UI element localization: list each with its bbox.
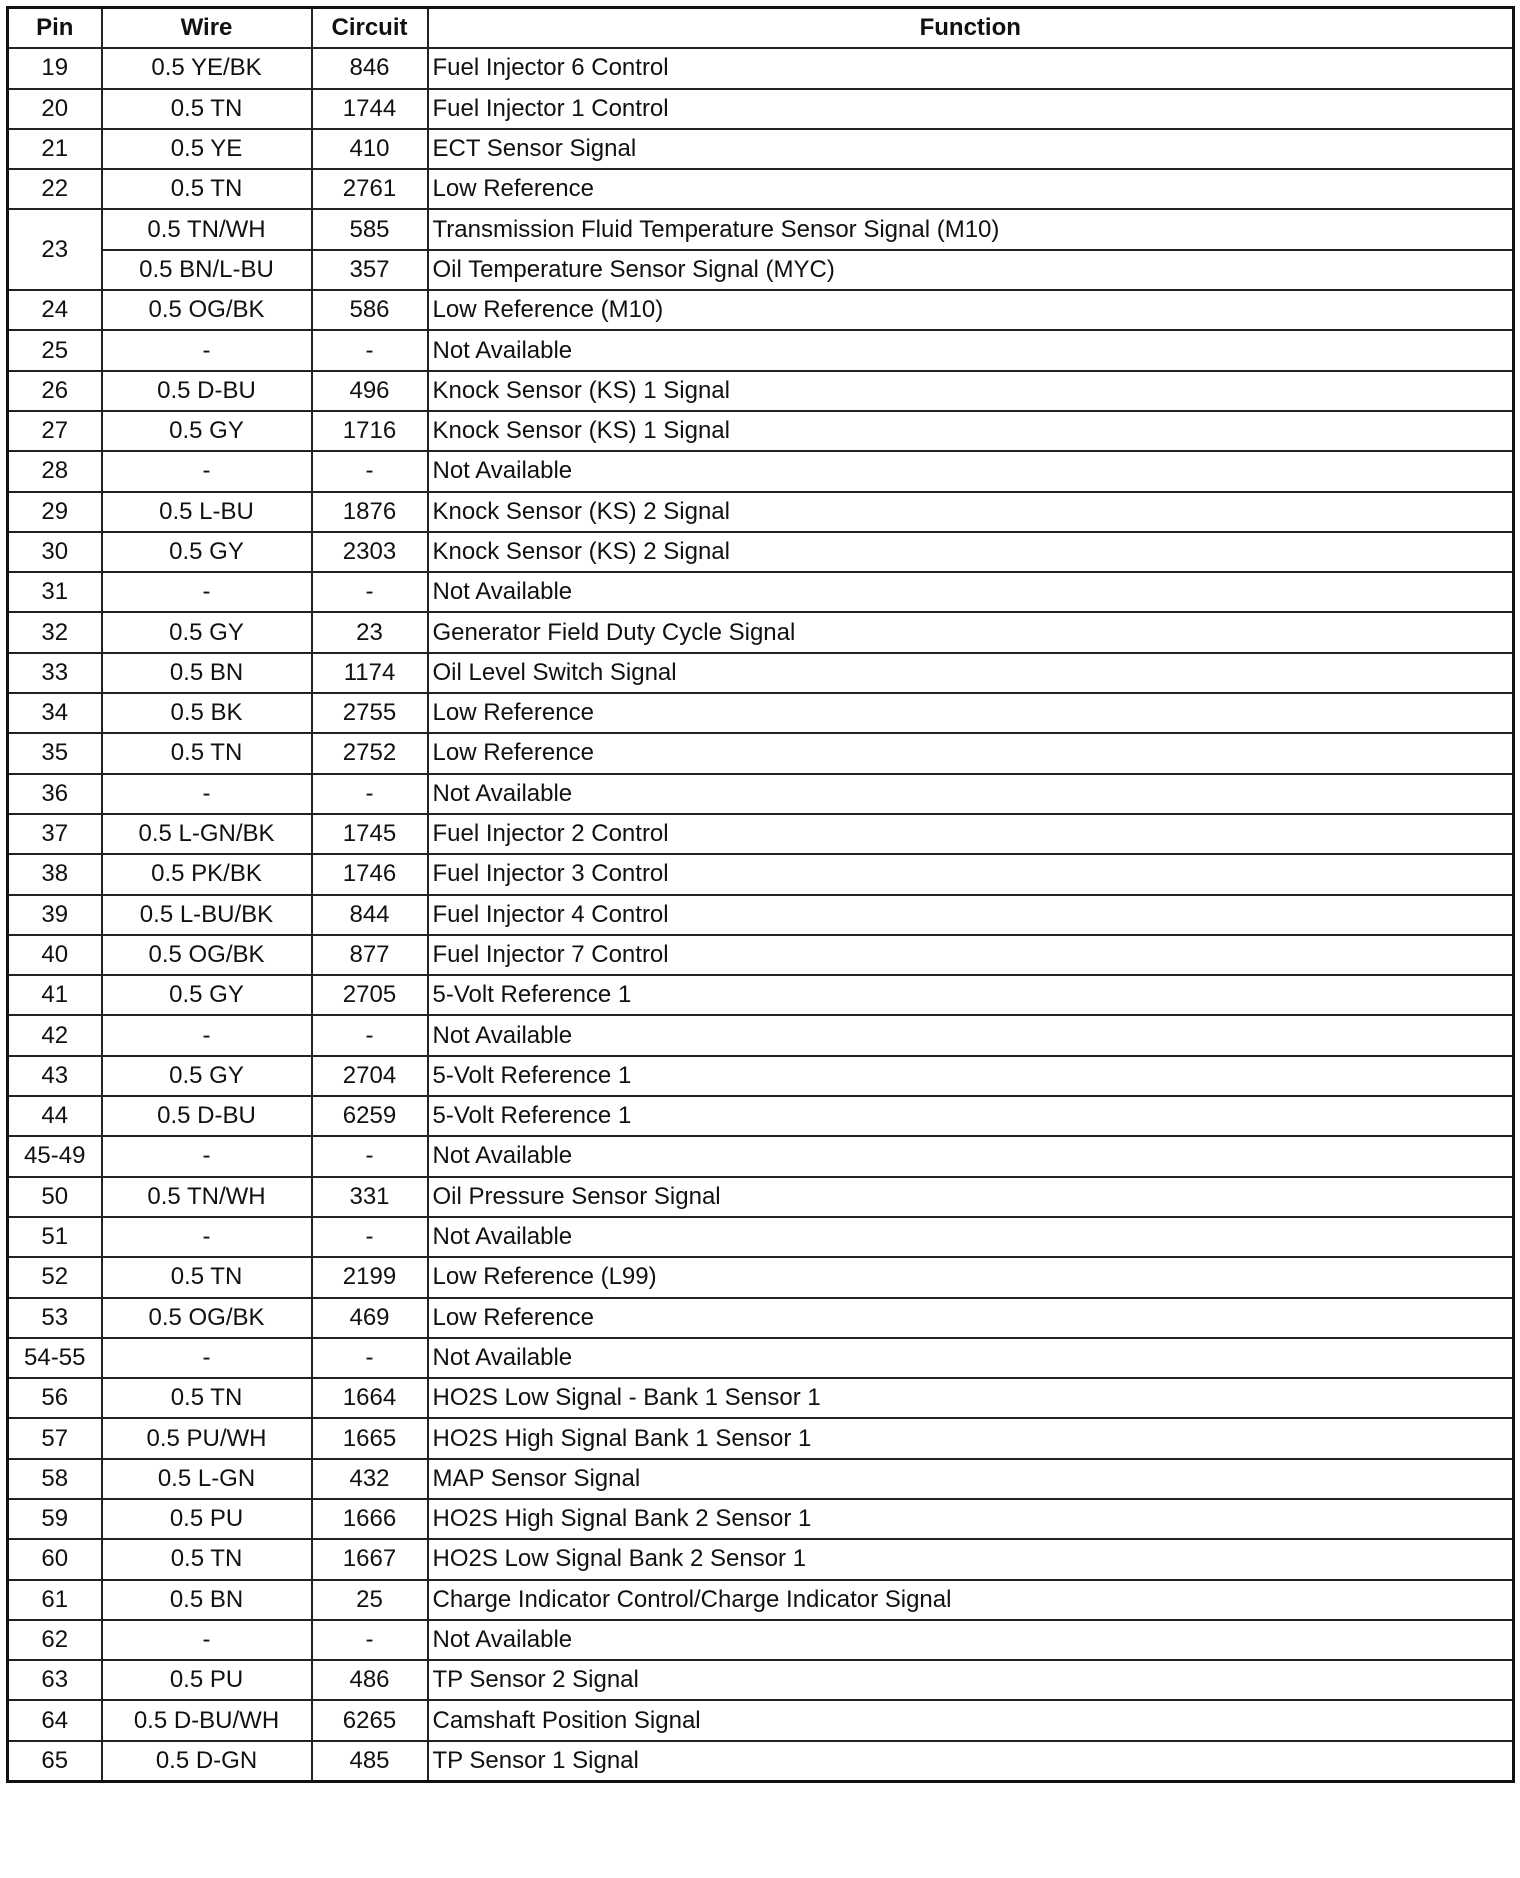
circuit-cell: 844 (312, 895, 428, 935)
wire-cell: 0.5 GY (102, 975, 312, 1015)
wire-cell: 0.5 PU/WH (102, 1418, 312, 1458)
wire-cell: 0.5 TN (102, 1539, 312, 1579)
table-row (8, 371, 1514, 411)
function-cell: Not Available (428, 1620, 1514, 1660)
circuit-cell: 2199 (312, 1257, 428, 1297)
circuit-cell: 1667 (312, 1539, 428, 1579)
wire-cell: 0.5 PK/BK (102, 854, 312, 894)
table-row (8, 1378, 1514, 1418)
table-row (8, 89, 1514, 129)
table-row (8, 612, 1514, 652)
table-row (8, 935, 1514, 975)
circuit-cell: 432 (312, 1459, 428, 1499)
pin-cell: 27 (8, 411, 102, 451)
table-row (8, 1459, 1514, 1499)
circuit-cell: 496 (312, 371, 428, 411)
wire-cell: 0.5 BN (102, 653, 312, 693)
header-row (8, 8, 1514, 49)
function-cell: Fuel Injector 6 Control (428, 48, 1514, 88)
pin-column-header: Pin (8, 8, 102, 49)
wire-cell: 0.5 TN (102, 169, 312, 209)
table-row (8, 1418, 1514, 1458)
wire-cell: 0.5 D-BU (102, 1096, 312, 1136)
function-cell: Not Available (428, 451, 1514, 491)
circuit-cell: - (312, 1620, 428, 1660)
pin-cell: 20 (8, 89, 102, 129)
pin-cell: 38 (8, 854, 102, 894)
pin-cell: 26 (8, 371, 102, 411)
pin-cell: 32 (8, 612, 102, 652)
table-row (8, 411, 1514, 451)
wire-cell: 0.5 L-GN/BK (102, 814, 312, 854)
pin-cell: 35 (8, 733, 102, 773)
circuit-cell: 2704 (312, 1056, 428, 1096)
pin-cell: 19 (8, 48, 102, 88)
pin-cell: 58 (8, 1459, 102, 1499)
wire-cell: - (102, 572, 312, 612)
wire-cell: - (102, 330, 312, 370)
table-row (8, 1338, 1514, 1378)
wire-cell: 0.5 GY (102, 612, 312, 652)
circuit-cell: 1744 (312, 89, 428, 129)
function-cell: Not Available (428, 1136, 1514, 1176)
circuit-cell: 25 (312, 1580, 428, 1620)
wire-cell: - (102, 774, 312, 814)
function-cell: Oil Temperature Sensor Signal (MYC) (428, 250, 1514, 290)
function-cell: TP Sensor 2 Signal (428, 1660, 1514, 1700)
circuit-cell: - (312, 1217, 428, 1257)
table-row (8, 1257, 1514, 1297)
function-cell: Low Reference (428, 693, 1514, 733)
circuit-cell: 2303 (312, 532, 428, 572)
table-row (8, 1700, 1514, 1740)
table-row (8, 693, 1514, 733)
function-cell: HO2S High Signal Bank 1 Sensor 1 (428, 1418, 1514, 1458)
pin-cell: 42 (8, 1015, 102, 1055)
function-cell: Knock Sensor (KS) 1 Signal (428, 411, 1514, 451)
function-cell: HO2S High Signal Bank 2 Sensor 1 (428, 1499, 1514, 1539)
table-row (8, 48, 1514, 88)
function-cell: MAP Sensor Signal (428, 1459, 1514, 1499)
table-row (8, 1136, 1514, 1176)
circuit-cell: 1174 (312, 653, 428, 693)
wire-cell: 0.5 YE (102, 129, 312, 169)
pin-cell: 31 (8, 572, 102, 612)
table-row (8, 1096, 1514, 1136)
wire-cell: 0.5 L-BU (102, 492, 312, 532)
function-cell: Not Available (428, 1217, 1514, 1257)
circuit-cell: 2755 (312, 693, 428, 733)
function-cell: Not Available (428, 1338, 1514, 1378)
wire-cell: 0.5 TN/WH (102, 209, 312, 249)
function-cell: Low Reference (428, 733, 1514, 773)
wire-cell: 0.5 OG/BK (102, 290, 312, 330)
wire-cell: 0.5 TN/WH (102, 1177, 312, 1217)
wire-cell: 0.5 D-BU/WH (102, 1700, 312, 1740)
wire-cell: 0.5 TN (102, 733, 312, 773)
circuit-column-header: Circuit (312, 8, 428, 49)
wire-cell: 0.5 GY (102, 1056, 312, 1096)
pin-cell: 37 (8, 814, 102, 854)
circuit-cell: 485 (312, 1741, 428, 1782)
wire-cell: - (102, 451, 312, 491)
circuit-cell: 586 (312, 290, 428, 330)
pin-cell: 23 (8, 209, 102, 290)
circuit-cell: 2705 (312, 975, 428, 1015)
circuit-cell: 1876 (312, 492, 428, 532)
pin-cell: 24 (8, 290, 102, 330)
table-row (8, 1620, 1514, 1660)
pin-cell: 54-55 (8, 1338, 102, 1378)
table-row (8, 492, 1514, 532)
wire-cell: 0.5 TN (102, 89, 312, 129)
function-cell: Not Available (428, 774, 1514, 814)
circuit-cell: 2752 (312, 733, 428, 773)
pin-cell: 57 (8, 1418, 102, 1458)
pin-cell: 62 (8, 1620, 102, 1660)
wire-cell: - (102, 1338, 312, 1378)
circuit-cell: 357 (312, 250, 428, 290)
pin-cell: 63 (8, 1660, 102, 1700)
table-row (8, 1217, 1514, 1257)
circuit-cell: 469 (312, 1298, 428, 1338)
pin-cell: 29 (8, 492, 102, 532)
function-cell: Fuel Injector 1 Control (428, 89, 1514, 129)
table-header (8, 8, 1514, 49)
circuit-cell: - (312, 572, 428, 612)
function-cell: Camshaft Position Signal (428, 1700, 1514, 1740)
wire-cell: 0.5 TN (102, 1257, 312, 1297)
function-cell: Not Available (428, 1015, 1514, 1055)
table-row (8, 451, 1514, 491)
pin-cell: 33 (8, 653, 102, 693)
circuit-cell: 2761 (312, 169, 428, 209)
function-cell: Low Reference (M10) (428, 290, 1514, 330)
table-row (8, 532, 1514, 572)
wire-column-header: Wire (102, 8, 312, 49)
circuit-cell: 6259 (312, 1096, 428, 1136)
table-row (8, 1015, 1514, 1055)
function-cell: 5-Volt Reference 1 (428, 975, 1514, 1015)
table-row (8, 653, 1514, 693)
table-row (8, 1741, 1514, 1782)
pin-cell: 64 (8, 1700, 102, 1740)
table-row (8, 1660, 1514, 1700)
function-cell: Fuel Injector 7 Control (428, 935, 1514, 975)
connector-pinout-table (6, 6, 1515, 1783)
wire-cell: 0.5 BK (102, 693, 312, 733)
circuit-cell: 1666 (312, 1499, 428, 1539)
function-cell: Fuel Injector 2 Control (428, 814, 1514, 854)
wire-cell: 0.5 GY (102, 411, 312, 451)
circuit-cell: 6265 (312, 1700, 428, 1740)
circuit-cell: 846 (312, 48, 428, 88)
table-row (8, 895, 1514, 935)
circuit-cell: - (312, 1015, 428, 1055)
circuit-cell: 1665 (312, 1418, 428, 1458)
pin-cell: 36 (8, 774, 102, 814)
wire-cell: 0.5 YE/BK (102, 48, 312, 88)
pin-cell: 56 (8, 1378, 102, 1418)
circuit-cell: - (312, 774, 428, 814)
circuit-cell: 410 (312, 129, 428, 169)
function-cell: Low Reference (428, 1298, 1514, 1338)
circuit-cell: 1664 (312, 1378, 428, 1418)
table-row (8, 1177, 1514, 1217)
table-row (8, 129, 1514, 169)
function-cell: Fuel Injector 3 Control (428, 854, 1514, 894)
circuit-cell: - (312, 1338, 428, 1378)
circuit-cell: - (312, 330, 428, 370)
circuit-cell: 1716 (312, 411, 428, 451)
pin-cell: 52 (8, 1257, 102, 1297)
wire-cell: 0.5 L-GN (102, 1459, 312, 1499)
table-row (8, 854, 1514, 894)
wire-cell: - (102, 1620, 312, 1660)
function-cell: Transmission Fluid Temperature Sensor Signal (M10) (428, 209, 1514, 249)
pin-cell: 53 (8, 1298, 102, 1338)
function-cell: Oil Pressure Sensor Signal (428, 1177, 1514, 1217)
table-row (8, 169, 1514, 209)
function-cell: Knock Sensor (KS) 2 Signal (428, 492, 1514, 532)
table-row (8, 733, 1514, 773)
function-cell: 5-Volt Reference 1 (428, 1056, 1514, 1096)
wire-cell: 0.5 OG/BK (102, 935, 312, 975)
wire-cell: 0.5 D-GN (102, 1741, 312, 1782)
pin-cell: 21 (8, 129, 102, 169)
circuit-cell: 23 (312, 612, 428, 652)
function-cell: ECT Sensor Signal (428, 129, 1514, 169)
function-cell: Knock Sensor (KS) 1 Signal (428, 371, 1514, 411)
circuit-cell: 331 (312, 1177, 428, 1217)
wire-cell: 0.5 OG/BK (102, 1298, 312, 1338)
function-cell: HO2S Low Signal Bank 2 Sensor 1 (428, 1539, 1514, 1579)
function-cell: 5-Volt Reference 1 (428, 1096, 1514, 1136)
table-body (8, 48, 1514, 1781)
pin-cell: 22 (8, 169, 102, 209)
wire-cell: 0.5 BN/L-BU (102, 250, 312, 290)
function-cell: Not Available (428, 330, 1514, 370)
table-row (8, 290, 1514, 330)
table-row (8, 1580, 1514, 1620)
pin-cell: 41 (8, 975, 102, 1015)
pin-cell: 34 (8, 693, 102, 733)
function-cell: Generator Field Duty Cycle Signal (428, 612, 1514, 652)
function-cell: Low Reference (L99) (428, 1257, 1514, 1297)
function-cell: Not Available (428, 572, 1514, 612)
circuit-cell: 1745 (312, 814, 428, 854)
pin-cell: 51 (8, 1217, 102, 1257)
wire-cell: 0.5 PU (102, 1660, 312, 1700)
pin-cell: 60 (8, 1539, 102, 1579)
function-cell: Low Reference (428, 169, 1514, 209)
pin-cell: 50 (8, 1177, 102, 1217)
pin-cell: 59 (8, 1499, 102, 1539)
function-cell: Oil Level Switch Signal (428, 653, 1514, 693)
wire-cell: - (102, 1136, 312, 1176)
function-cell: HO2S Low Signal - Bank 1 Sensor 1 (428, 1378, 1514, 1418)
circuit-cell: - (312, 1136, 428, 1176)
pin-cell: 28 (8, 451, 102, 491)
circuit-cell: 585 (312, 209, 428, 249)
wire-cell: 0.5 BN (102, 1580, 312, 1620)
pin-cell: 39 (8, 895, 102, 935)
pin-cell: 44 (8, 1096, 102, 1136)
function-cell: Fuel Injector 4 Control (428, 895, 1514, 935)
table-row (8, 814, 1514, 854)
wire-cell: 0.5 L-BU/BK (102, 895, 312, 935)
wire-cell: 0.5 D-BU (102, 371, 312, 411)
table-row (8, 1499, 1514, 1539)
table-row (8, 209, 1514, 249)
circuit-cell: 1746 (312, 854, 428, 894)
circuit-cell: - (312, 451, 428, 491)
pin-cell: 40 (8, 935, 102, 975)
pin-cell: 25 (8, 330, 102, 370)
pin-cell: 30 (8, 532, 102, 572)
function-cell: Charge Indicator Control/Charge Indicator Signal (428, 1580, 1514, 1620)
table-row (8, 1539, 1514, 1579)
wire-cell: - (102, 1217, 312, 1257)
pin-cell: 45-49 (8, 1136, 102, 1176)
pin-cell: 43 (8, 1056, 102, 1096)
table-row (8, 975, 1514, 1015)
table-row (8, 330, 1514, 370)
wire-cell: 0.5 TN (102, 1378, 312, 1418)
pin-cell: 61 (8, 1580, 102, 1620)
wire-cell: 0.5 PU (102, 1499, 312, 1539)
circuit-cell: 486 (312, 1660, 428, 1700)
table-row (8, 250, 1514, 290)
function-column-header: Function (428, 8, 1514, 49)
circuit-cell: 877 (312, 935, 428, 975)
pin-cell: 65 (8, 1741, 102, 1782)
wire-cell: - (102, 1015, 312, 1055)
table-row (8, 572, 1514, 612)
function-cell: TP Sensor 1 Signal (428, 1741, 1514, 1782)
table-row (8, 1056, 1514, 1096)
wire-cell: 0.5 GY (102, 532, 312, 572)
table-row (8, 1298, 1514, 1338)
function-cell: Knock Sensor (KS) 2 Signal (428, 532, 1514, 572)
table-row (8, 774, 1514, 814)
